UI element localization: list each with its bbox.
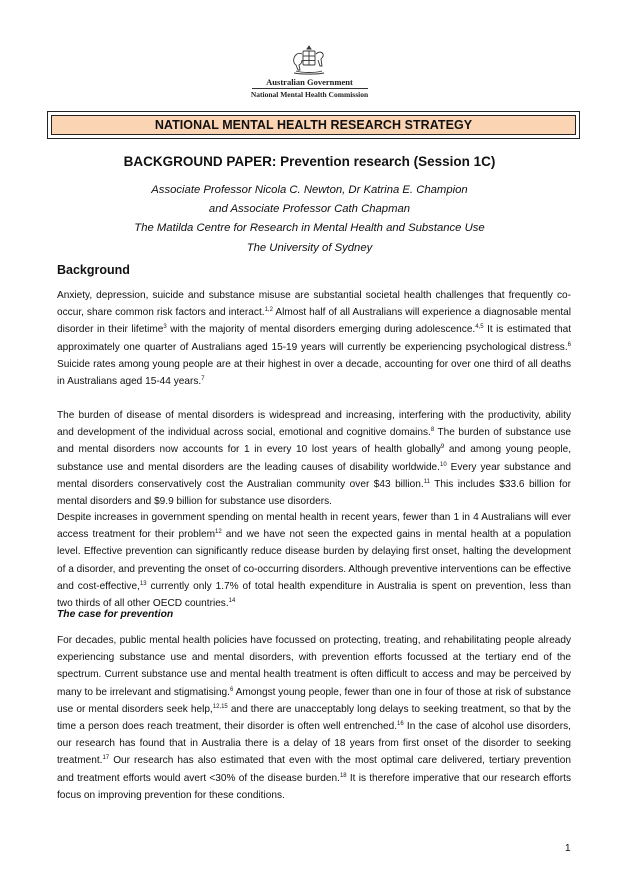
author-block (0, 181, 619, 258)
section-heading: Background (57, 263, 130, 277)
citation-superscript: 6 (567, 341, 571, 348)
coat-of-arms-logo (288, 44, 330, 76)
author-line: Associate Professor Nicola C. Newton, Dr Katrina E. Champion (151, 184, 468, 196)
citation-superscript: 13 (139, 580, 147, 587)
background-paragraph-2: The burden of disease of mental disorders is widespread and increasing, interfering with the productivity, ability and development of the individual across social, emotional and cognitive domains.$^8$ The burden of substance use and mental disorders now accounts for 1 in every 10 lost years of health globally$^9$ and among young people, substance use and mental disorders are the leading causes of disability worldwide.$^{10}$ Every year substance and mental disorders conservatively cost the Australian community over $43 billion.$^{11}$ This includes $33.6 billion for mental disorders and $9.9 billion for substance use disorders. (57, 410, 571, 508)
paper-subtitle: BACKGROUND PAPER: Prevention research (Session 1C) (123, 154, 496, 169)
citation-superscript: 12 (215, 529, 222, 536)
citation-superscript: 12,15 (212, 703, 228, 710)
citation-superscript: 14 (228, 598, 236, 605)
citation-superscript: 7 (201, 376, 205, 383)
page-number: 1 (565, 843, 571, 854)
background-paragraph-3: Despite increases in government spending on mental health in recent years, fewer than 1 in 4 Australians will ever access treatment for their problem$^{12}$ and we have not seen the expected gains in mental health at a population level. Effective prevention can significantly reduce disease burden by delaying first onset, halting the development of a disorder, and preventing the onset of co-occurring disorders. Although preventive interventions can be effective and cost-effective,$^{13}$ currently only 1.7% of total health expenditure in Australia is spent on prevention, less than two thirds of all other OECD countries.$^{14}$ (57, 512, 571, 610)
banner-title: NATIONAL MENTAL HEALTH RESEARCH STRATEGY (51, 115, 576, 135)
title-banner (47, 111, 580, 139)
citation-superscript: 3 (163, 324, 167, 331)
subsection-heading: The case for prevention (57, 609, 174, 620)
citation-superscript: 1,2 (264, 307, 273, 314)
affiliation-line: The Matilda Centre for Research in Mental Health and Substance Use (134, 222, 485, 235)
citation-superscript: 17 (102, 755, 110, 762)
citation-superscript: 8 (430, 427, 435, 434)
author-line: and Associate Professor Cath Chapman (208, 203, 411, 216)
citation-superscript: 4,5 (475, 324, 484, 331)
citation-superscript: 9 (440, 444, 445, 451)
commission-name: National Mental Health Commission (250, 90, 369, 99)
affiliation-line: The University of Sydney (246, 241, 373, 254)
citation-superscript: 6 (229, 686, 234, 693)
background-paragraph-1: Anxiety, depression, suicide and substance misuse are substantial societal health challenges that frequently co-occur, share common risk factors and interact.$^{1,2}$ Almost half of all Australians will experience a diagnosable mental disorder in their lifetime$^3$ with the majority of mental disorders emerging during adolescence.$^{4,5}$ It is estimated that approximately one quarter of Australians aged 15-19 years will currently be experiencing psychological distress.$^6$ Suicide rates among young people are at their highest in over a decade, accounting for over one third of all deaths in Australians aged 15-44 years.$^7$ (57, 290, 572, 388)
citation-superscript: 10 (439, 461, 447, 468)
case-paragraph: For decades, public mental health policies have focussed on protecting, treating, and rehabilitating people already experiencing substance use and mental disorders, with prevention efforts focussed at the tertiary end of the spectrum. Current substance use and mental health treatment is often difficult to access and may be perceived by many to be irrelevant and stigmatising.$^6$ Amongst young people, fewer than one in four of those at risk of substance use or mental disorders seek help,$^{12,15}$ and there are unacceptably long delays to seeking treatment, so that by the time a person does reach treatment, their disorder is often well entrenched.$^{16}$ In the case of alcohol use disorders, our research has found that in Australia there is a delay of 18 years from first onset of the disorder to seeking treatment.$^{17}$ Our research has also estimated that even with the most optimal care delivered, tertiary prevention and treatment efforts would avert <30% of the disease burden.$^{18}$ It is therefore imperative that our research efforts focus on improving prevention for these conditions. (57, 635, 572, 801)
header-divider (252, 88, 368, 89)
citation-superscript: 11 (423, 478, 430, 485)
citation-superscript: 16 (397, 721, 404, 728)
citation-superscript: 18 (339, 772, 347, 779)
government-name: Australian Government (266, 77, 353, 87)
